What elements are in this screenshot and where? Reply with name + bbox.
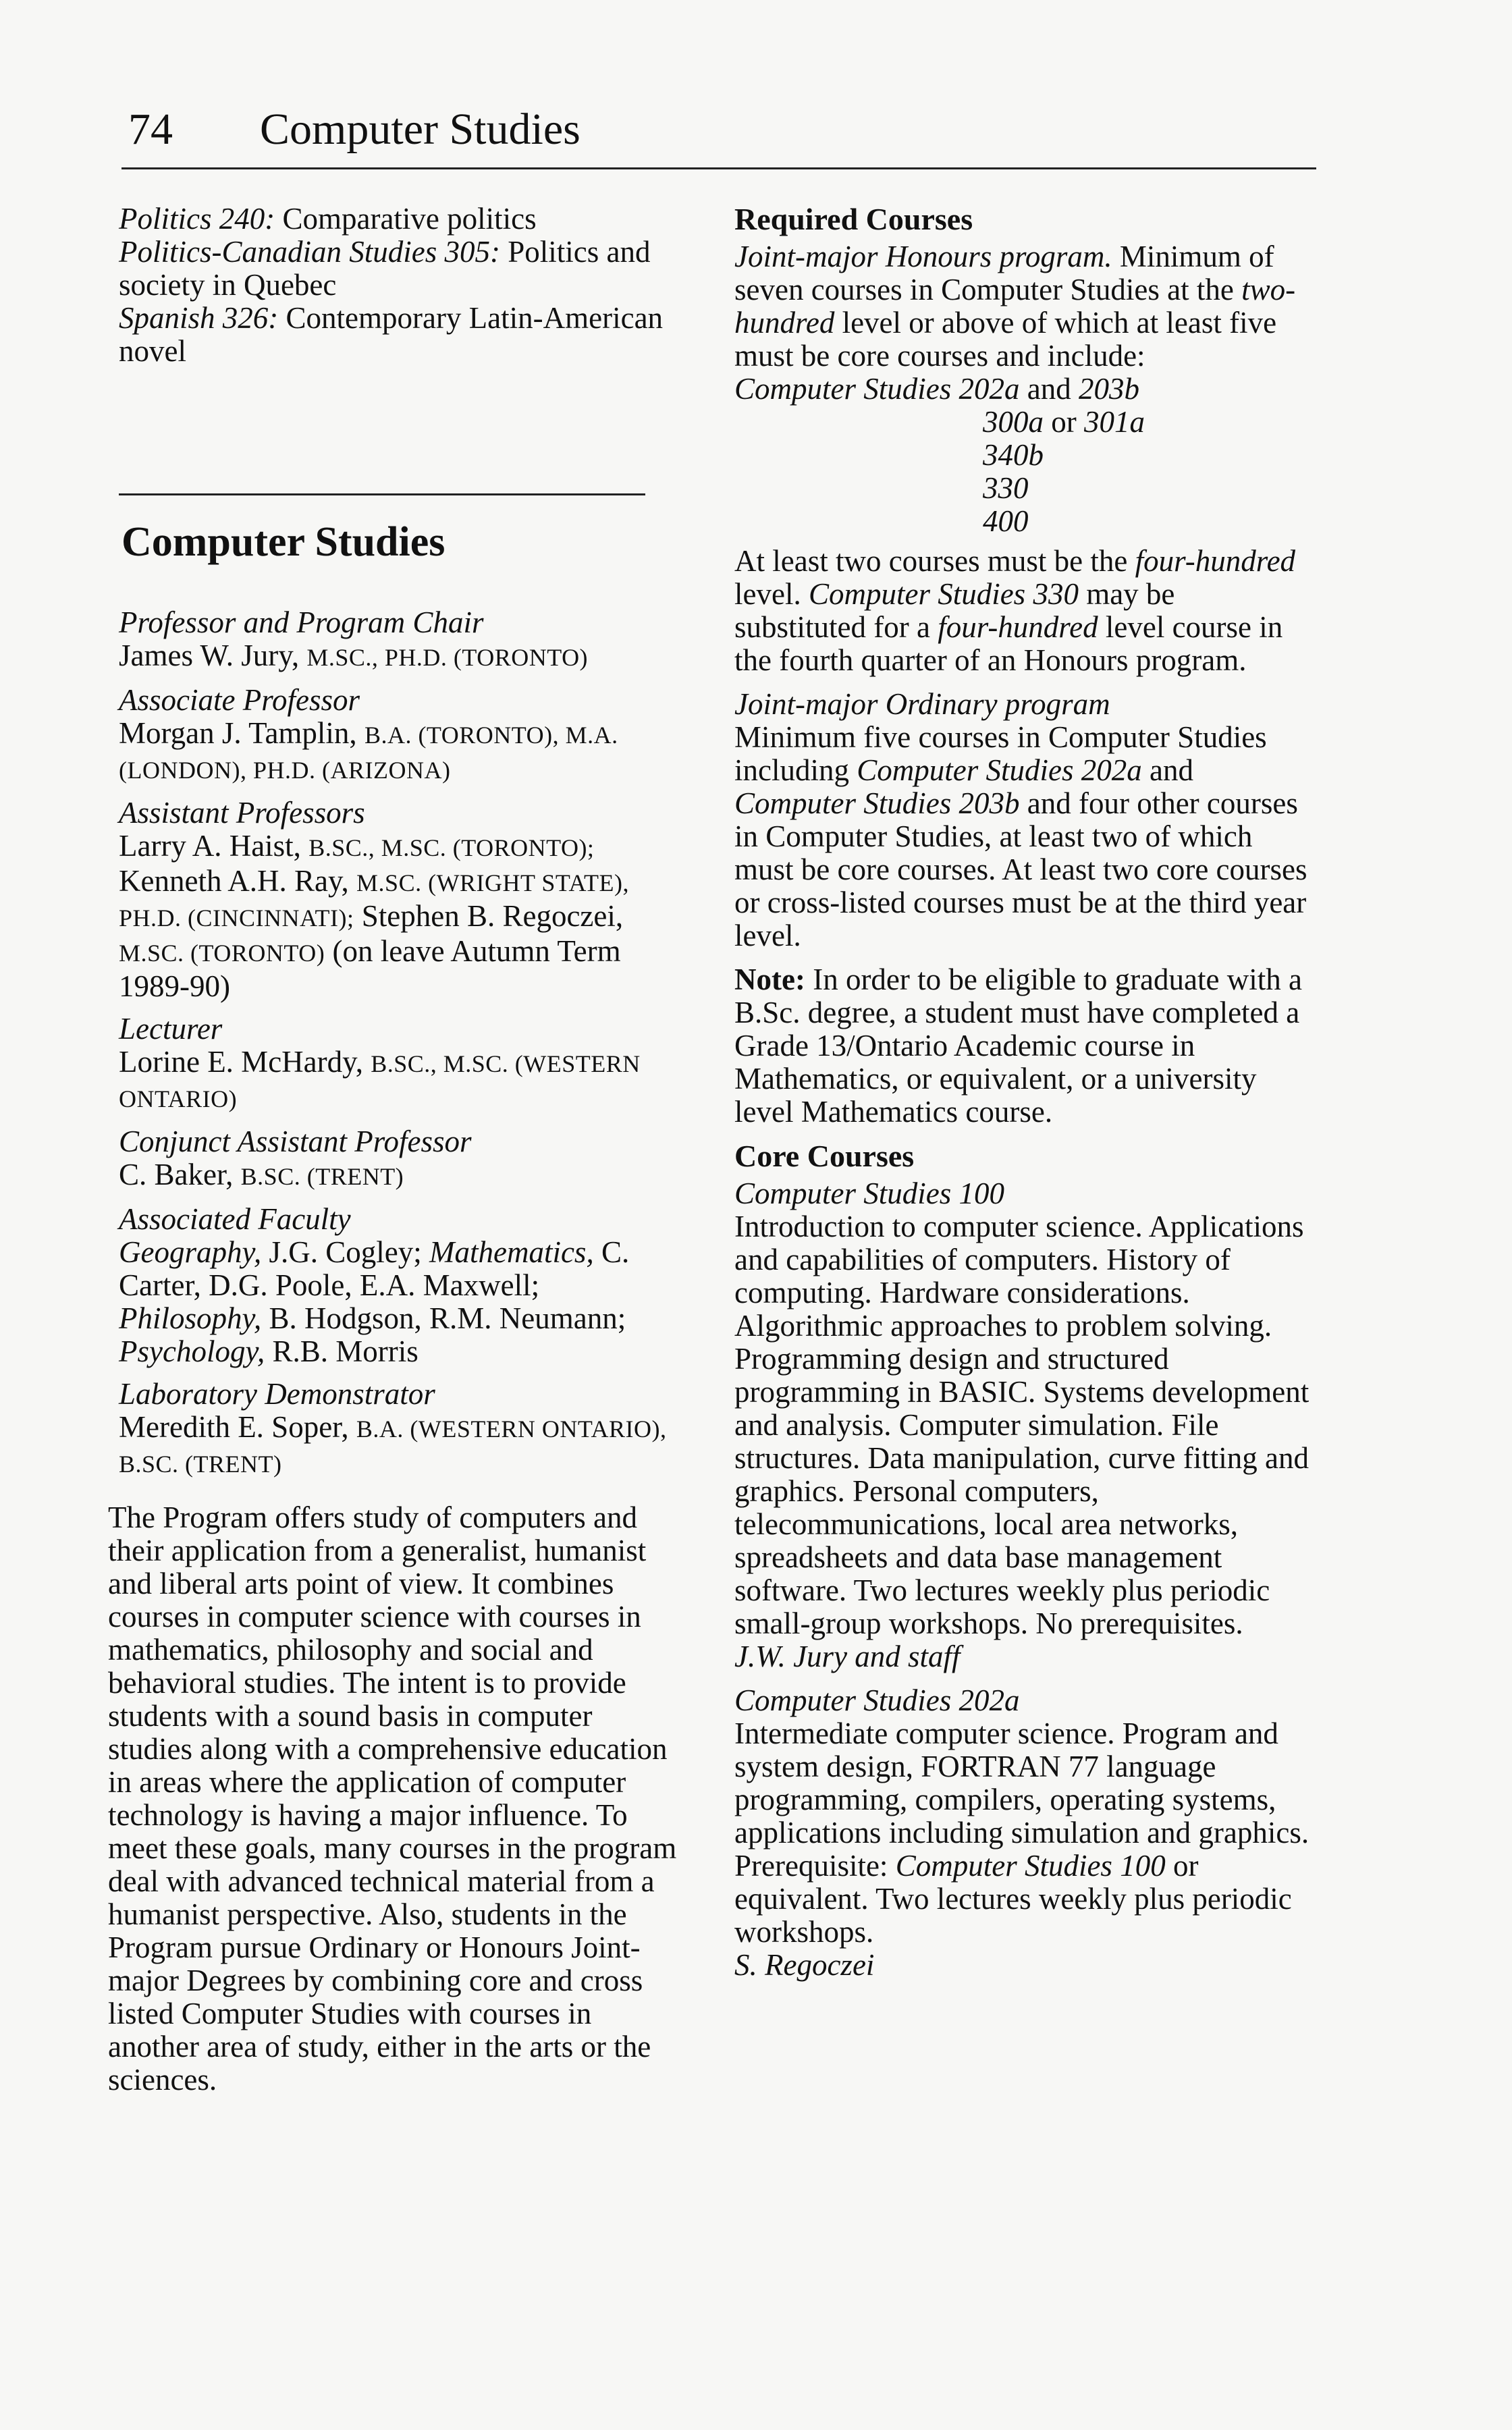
honours-program: Joint-major Honours program. Minimum of seven courses in Computer Studies at the two-hundred level or above of which at least five must be core courses and include: Computer Studies 202a and 203b 300a or 301a 340b 330 400 At least two courses must be the four-hundred level. Computer Studies 330 may be substituted for a four-hundred level course in the fourth quarter of an Honours program. — [724, 240, 1311, 677]
course-instructor: S. Regoczei — [734, 1948, 875, 1982]
course-cs202a — [724, 1684, 1311, 1982]
faculty-entry: Conjunct Assistant Professor C. Baker, B.SC. (TRENT) — [119, 1125, 472, 1191]
list-item: 300a or 301a — [983, 405, 1145, 439]
course-description: Intermediate computer science. Program and system design, FORTRAN 77 language programming, compilers, operating systems, applications including simulation and graphics. Prerequisite: Computer Studies 100 or equivalent. Two lectures weekly plus periodic workshops. — [734, 1717, 1310, 1949]
politics-item: Politics-Canadian Studies 305: Politics and society in Quebec — [119, 235, 651, 302]
list-item: 400 — [983, 504, 1029, 538]
running-title: Computer Studies — [260, 105, 580, 154]
faculty-entry: Laboratory Demonstrator Meredith E. Soper, B.A. (WESTERN ONTARIO), B.SC. (TRENT) — [119, 1377, 667, 1478]
politics-item: Politics 240: Comparative politics — [119, 202, 537, 236]
course-description: Introduction to computer science. Applications and capabilities of computers. History of computing. Hardware considerations. Algorithmic approaches to problem solving. Programming design and structured programming in BASIC. Systems development and analysis. Computer simulation. File structures. Data manipulation, curve fitting and graphics. Personal computers, telecommunications, local area networks, spreadsheets and data base management software. Two lectures weekly plus periodic small-group workshops. No prerequisites. — [734, 1210, 1310, 1640]
section-title: Computer Studies — [122, 519, 446, 565]
course-title: Computer Studies 100 — [734, 1177, 1004, 1210]
faculty-entry: Professor and Program Chair James W. Jury, M.SC., PH.D. (TORONTO) — [119, 605, 589, 672]
required-courses-heading: Required Courses — [734, 202, 973, 236]
page-number: 74 — [128, 105, 173, 154]
required-course-list: Computer Studies 202a and 203b 300a or 301a 340b 330 400 — [734, 373, 1311, 538]
header-rule — [122, 167, 1316, 169]
ordinary-program: Joint-major Ordinary program Minimum five courses in Computer Studies including Computer Studies 202a and Computer Studies 203b and four other courses in Computer Studies, at least two of which must be core courses. At least two core courses or cross-listed courses must be at the third year level. — [734, 687, 1307, 952]
course-cs100 — [724, 1177, 1311, 1673]
degree-note: Note: In order to be eligible to graduate with a B.Sc. degree, a student must have completed a Grade 13/Ontario Academic course in Mathematics, or equivalent, or a university level Mathematics course. — [734, 963, 1302, 1129]
faculty-entry: Assistant Professors Larry A. Haist, B.SC., M.SC. (TORONTO); Kenneth A.H. Ray, M.SC. (WRIGHT STATE), PH.D. (CINCINNATI); Stephen B. Regoczei, M.SC. (TORONTO) (on leave Autumn Term 1989-90) — [119, 796, 629, 1003]
associated-faculty: Associated Faculty Geography, J.G. Cogley; Mathematics, C. Carter, D.G. Poole, E.A. Maxwell; Philosophy, B. Hodgson, R.M. Neumann; Psychology, R.B. Morris — [119, 1202, 630, 1368]
politics-item: Spanish 326: Contemporary Latin-American novel — [119, 301, 664, 368]
course-instructor: J.W. Jury and staff — [734, 1640, 961, 1673]
faculty-entry: Associate Professor Morgan J. Tamplin, B.A. (TORONTO), M.A. (LONDON), PH.D. (ARIZONA) — [119, 683, 618, 784]
running-header — [128, 103, 1316, 157]
list-item: 330 — [983, 471, 1029, 505]
faculty-list — [108, 606, 682, 1481]
right-column — [724, 202, 1311, 1982]
section-rule — [119, 493, 645, 495]
list-item: 340b — [983, 438, 1044, 472]
core-courses-heading: Core Courses — [734, 1139, 915, 1173]
program-description: The Program offers study of computers and their application from a generalist, humanist and liberal arts point of view. It combines courses in computer science with courses in mathematics, philosophy and social and behavioral studies. The intent is to provide students with a sound basis in computer studies along with a comprehensive education in areas where the application of computer technology is having a major influence. To meet these goals, many courses in the program deal with advanced technical material from a humanist perspective. Also, students in the Program pursue Ordinary or Honours Joint-major Degrees by combining core and cross listed Computer Studies with courses in another area of study, either in the arts or the sciences. — [108, 1501, 677, 2097]
faculty-entry: Lecturer Lorine E. McHardy, B.SC., M.SC. (WESTERN ONTARIO) — [119, 1012, 641, 1112]
left-column — [108, 202, 682, 2097]
course-title: Computer Studies 202a — [734, 1683, 1020, 1717]
politics-list — [108, 202, 682, 368]
